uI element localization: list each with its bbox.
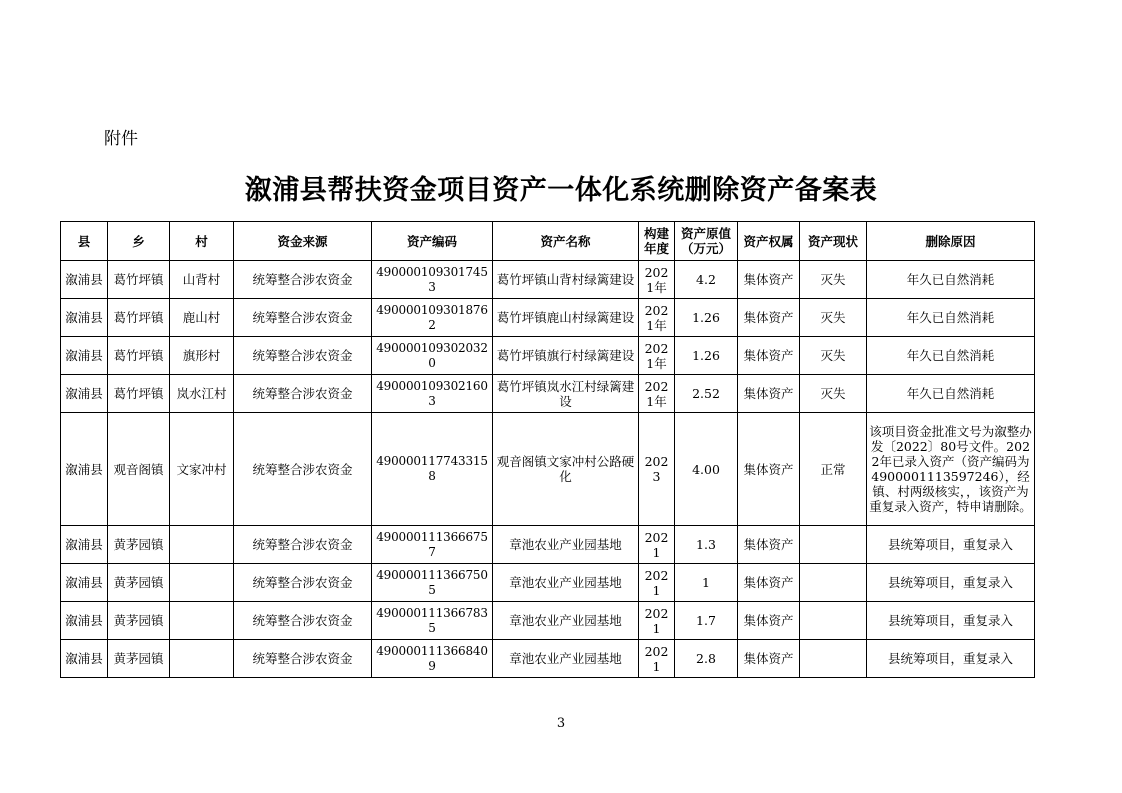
header-status: 资产现状 (800, 222, 867, 261)
table-row (61, 526, 1035, 564)
cell-township: 黄茅园镇 (108, 640, 170, 678)
cell-township: 黄茅园镇 (108, 602, 170, 640)
cell-asset-name: 葛竹坪镇鹿山村绿篱建设 (493, 299, 639, 337)
cell-asset-name: 葛竹坪镇旗行村绿篱建设 (493, 337, 639, 375)
cell-asset-code: 4900001113667835 (372, 602, 493, 640)
cell-value: 1.26 (675, 337, 738, 375)
cell-fund-source: 统筹整合涉农资金 (234, 299, 372, 337)
cell-ownership: 集体资产 (738, 602, 800, 640)
cell-township: 葛竹坪镇 (108, 375, 170, 413)
cell-asset-name: 章池农业产业园基地 (493, 564, 639, 602)
cell-status (800, 640, 867, 678)
header-county: 县 (61, 222, 108, 261)
table-row (61, 640, 1035, 678)
table-row (61, 299, 1035, 337)
cell-status: 灭失 (800, 299, 867, 337)
cell-year: 2021 (639, 602, 675, 640)
cell-status: 正常 (800, 413, 867, 526)
table-row (61, 602, 1035, 640)
header-year: 构建年度 (639, 222, 675, 261)
cell-ownership: 集体资产 (738, 375, 800, 413)
cell-fund-source: 统筹整合涉农资金 (234, 261, 372, 299)
table-row (61, 564, 1035, 602)
cell-status: 灭失 (800, 375, 867, 413)
cell-ownership: 集体资产 (738, 564, 800, 602)
cell-fund-source: 统筹整合涉农资金 (234, 564, 372, 602)
cell-village: 旗形村 (170, 337, 234, 375)
header-asset-code: 资产编码 (372, 222, 493, 261)
cell-county: 溆浦县 (61, 640, 108, 678)
cell-year: 2021 (639, 526, 675, 564)
cell-asset-name: 观音阁镇文家冲村公路硬化 (493, 413, 639, 526)
cell-value: 1.26 (675, 299, 738, 337)
cell-asset-name: 章池农业产业园基地 (493, 602, 639, 640)
cell-fund-source: 统筹整合涉农资金 (234, 526, 372, 564)
cell-reason: 年久已自然消耗 (867, 375, 1035, 413)
cell-status: 灭失 (800, 261, 867, 299)
cell-value: 2.8 (675, 640, 738, 678)
cell-ownership: 集体资产 (738, 337, 800, 375)
cell-reason: 县统筹项目，重复录入 (867, 640, 1035, 678)
attachment-label: 附件 (104, 129, 138, 149)
cell-fund-source: 统筹整合涉农资金 (234, 413, 372, 526)
header-township: 乡 (108, 222, 170, 261)
cell-township: 黄茅园镇 (108, 526, 170, 564)
cell-township: 葛竹坪镇 (108, 261, 170, 299)
cell-status (800, 526, 867, 564)
cell-asset-code: 4900001113666757 (372, 526, 493, 564)
cell-ownership: 集体资产 (738, 299, 800, 337)
cell-village (170, 564, 234, 602)
cell-township: 黄茅园镇 (108, 564, 170, 602)
table-row (61, 337, 1035, 375)
cell-fund-source: 统筹整合涉农资金 (234, 602, 372, 640)
cell-county: 溆浦县 (61, 526, 108, 564)
cell-status (800, 602, 867, 640)
cell-year: 2021年 (639, 375, 675, 413)
cell-township: 葛竹坪镇 (108, 299, 170, 337)
cell-value: 1 (675, 564, 738, 602)
cell-reason: 年久已自然消耗 (867, 261, 1035, 299)
page-number: 3 (556, 716, 566, 731)
cell-reason: 县统筹项目，重复录入 (867, 602, 1035, 640)
header-village: 村 (170, 222, 234, 261)
cell-asset-code: 4900001113667505 (372, 564, 493, 602)
cell-asset-code: 4900001093017453 (372, 261, 493, 299)
cell-asset-code: 4900001093020320 (372, 337, 493, 375)
cell-county: 溆浦县 (61, 261, 108, 299)
asset-deletion-table (60, 221, 1035, 678)
cell-status (800, 564, 867, 602)
cell-year: 2021 (639, 640, 675, 678)
cell-village (170, 640, 234, 678)
cell-village: 山背村 (170, 261, 234, 299)
cell-village: 岚水江村 (170, 375, 234, 413)
cell-county: 溆浦县 (61, 299, 108, 337)
cell-asset-code: 4900001113668409 (372, 640, 493, 678)
header-fund-source: 资金来源 (234, 222, 372, 261)
cell-value: 4.2 (675, 261, 738, 299)
cell-value: 4.00 (675, 413, 738, 526)
cell-ownership: 集体资产 (738, 413, 800, 526)
cell-asset-name: 章池农业产业园基地 (493, 526, 639, 564)
cell-village (170, 526, 234, 564)
cell-year: 2021年 (639, 261, 675, 299)
table-row (61, 261, 1035, 299)
cell-village (170, 602, 234, 640)
cell-reason: 县统筹项目，重复录入 (867, 564, 1035, 602)
cell-ownership: 集体资产 (738, 526, 800, 564)
cell-fund-source: 统筹整合涉农资金 (234, 375, 372, 413)
table-row (61, 413, 1035, 526)
cell-county: 溆浦县 (61, 337, 108, 375)
cell-value: 1.3 (675, 526, 738, 564)
table-row (61, 375, 1035, 413)
cell-county: 溆浦县 (61, 375, 108, 413)
cell-township: 观音阁镇 (108, 413, 170, 526)
cell-fund-source: 统筹整合涉农资金 (234, 640, 372, 678)
cell-ownership: 集体资产 (738, 261, 800, 299)
header-value: 资产原值（万元） (675, 222, 738, 261)
header-asset-name: 资产名称 (493, 222, 639, 261)
cell-asset-code: 4900001093021603 (372, 375, 493, 413)
cell-reason: 该项目资金批准文号为溆整办发〔2022〕80号文件。2022年已录入资产（资产编码为4900001113597246），经镇、村两级核实，，该资产为重复录入资产，特申请删除。 (867, 413, 1035, 526)
cell-reason: 年久已自然消耗 (867, 299, 1035, 337)
header-reason: 删除原因 (867, 222, 1035, 261)
cell-year: 2021 (639, 564, 675, 602)
cell-asset-name: 章池农业产业园基地 (493, 640, 639, 678)
cell-reason: 年久已自然消耗 (867, 337, 1035, 375)
cell-asset-name: 葛竹坪镇山背村绿篱建设 (493, 261, 639, 299)
cell-year: 2021年 (639, 299, 675, 337)
cell-village: 鹿山村 (170, 299, 234, 337)
cell-township: 葛竹坪镇 (108, 337, 170, 375)
cell-asset-code: 4900001177433158 (372, 413, 493, 526)
cell-county: 溆浦县 (61, 564, 108, 602)
cell-fund-source: 统筹整合涉农资金 (234, 337, 372, 375)
cell-ownership: 集体资产 (738, 640, 800, 678)
cell-asset-name: 葛竹坪镇岚水江村绿篱建设 (493, 375, 639, 413)
cell-status: 灭失 (800, 337, 867, 375)
cell-asset-code: 4900001093018762 (372, 299, 493, 337)
cell-value: 2.52 (675, 375, 738, 413)
table-header-row (61, 222, 1035, 261)
cell-county: 溆浦县 (61, 413, 108, 526)
cell-year: 2023 (639, 413, 675, 526)
document-title: 溆浦县帮扶资金项目资产一体化系统删除资产备案表 (244, 175, 878, 206)
cell-village: 文家冲村 (170, 413, 234, 526)
header-ownership: 资产权属 (738, 222, 800, 261)
cell-county: 溆浦县 (61, 602, 108, 640)
cell-reason: 县统筹项目，重复录入 (867, 526, 1035, 564)
cell-year: 2021年 (639, 337, 675, 375)
cell-value: 1.7 (675, 602, 738, 640)
